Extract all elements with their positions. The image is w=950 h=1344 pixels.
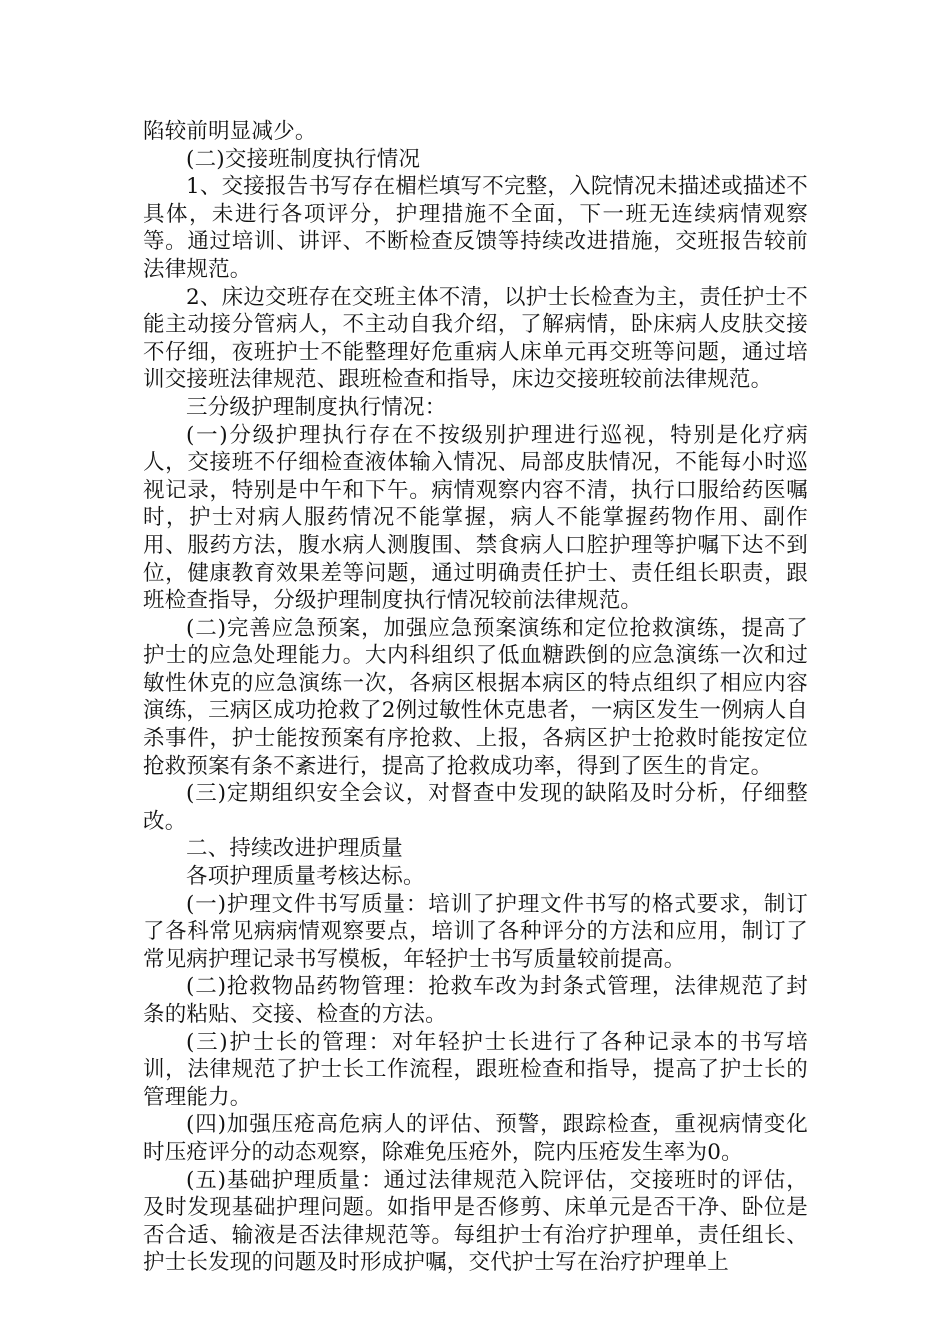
section-heading: 三分级护理制度执行情况：: [186, 394, 447, 420]
paragraph: (四)加强压疮高危病人的评估、预警，跟踪检查，重视病情变化时压疮评分的动态观察，除难免压疮外，院内压疮发生率为0。: [143, 1112, 808, 1165]
document-body: [143, 118, 808, 1277]
paragraph: (二)抢救物品药物管理：抢救车改为封条式管理，法律规范了封条的粘贴、交接、检查的方法。: [143, 974, 808, 1027]
paragraph: 1、交接报告书写存在楣栏填写不完整，入院情况未描述或描述不具体，未进行各项评分，护理措施不全面，下一班无连续病情观察等。通过培训、讲评、不断检查反馈等持续改进措施，交班报告较前法律规范。: [143, 174, 808, 282]
paragraph: (一)护理文件书写质量：培训了护理文件书写的格式要求，制订了各科常见病病情观察要点，培训了各种评分的方法和应用，制订了常见病护理记录书写模板，年轻护士书写质量较前提高。: [143, 891, 808, 972]
section-heading: (二)交接班制度执行情况: [186, 146, 421, 172]
paragraph: (三)定期组织安全会议，对督查中发现的缺陷及时分析，仔细整改。: [143, 781, 808, 834]
paragraph: 各项护理质量考核达标。: [186, 864, 425, 890]
section-heading: 二、持续改进护理质量: [186, 836, 404, 862]
paragraph: 陷较前明显减少。: [143, 119, 317, 144]
paragraph: 2、床边交班存在交班主体不清，以护士长检查为主，责任护士不能主动接分管病人，不主动自我介绍，了解病情，卧床病人皮肤交接不仔细，夜班护士不能整理好危重病人床单元再交班等问题，通过培训交接班法律规范、跟班检查和指导，床边交接班较前法律规范。: [143, 284, 808, 393]
paragraph: (三)护士长的管理：对年轻护士长进行了各种记录本的书写培训，法律规范了护士长工作流程，跟班检查和指导，提高了护士长的管理能力。: [143, 1029, 808, 1110]
paragraph: (二)完善应急预案，加强应急预案演练和定位抢救演练，提高了护士的应急处理能力。大内科组织了低血糖跌倒的应急演练一次和过敏性休克的应急演练一次，各病区根据本病区的特点组织了相应内容演练，三病区成功抢救了2例过敏性休克患者，一病区发生一例病人自杀事件，护士能按预案有序抢救、上报，各病区护士抢救时能按定位抢救预案有条不紊进行，提高了抢救成功率，得到了医生的肯定。: [143, 615, 808, 779]
paragraph: (一)分级护理执行存在不按级别护理进行巡视，特别是化疗病人，交接班不仔细检查液体输入情况、局部皮肤情况，不能每小时巡视记录，特别是中午和下午。病情观察内容不清，执行口服给药医嘱时，护士对病人服药情况不能掌握，病人不能掌握药物作用、副作用、服药方法，腹水病人测腹围、禁食病人口腔护理等护嘱下达不到位，健康教育效果差等问题，通过明确责任护士、责任组长职责，跟班检查指导，分级护理制度执行情况较前法律规范。: [143, 422, 808, 614]
paragraph: (五)基础护理质量：通过法律规范入院评估，交接班时的评估，及时发现基础护理问题。如指甲是否修剪、床单元是否干净、卧位是否合适、输液是否法律规范等。每组护士有治疗护理单，责任组长、护士长发现的问题及时形成护嘱，交代护士写在治疗护理单上: [143, 1167, 808, 1276]
